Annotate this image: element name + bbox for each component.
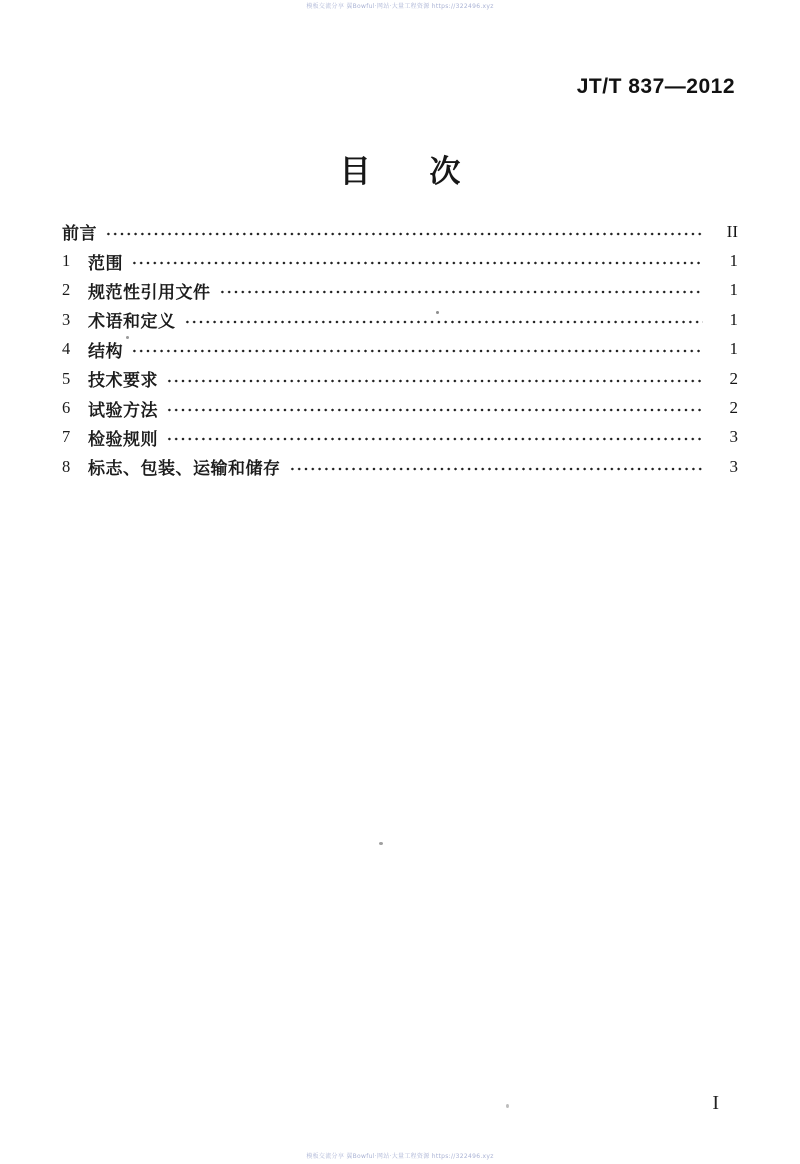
watermark-top: 模板交流分享 翼Bowful·网站·大量工程资源 https://322496.xyz [306,3,494,10]
toc-entry-number: 5 [62,368,71,388]
toc-entry-label: 技术要求 [88,371,158,391]
dot-leader [219,288,704,296]
dot-leader [105,230,703,238]
toc-entry-label: 术语和定义 [88,312,176,332]
dot-leader [184,318,704,326]
toc-row-1 [62,246,738,275]
dot-leader [166,406,703,414]
toc-entry-number: 2 [62,280,71,300]
toc-entry-page: 1 [729,280,738,300]
toc-entry-number: 3 [62,309,71,329]
watermark-bottom: 模板交流分享 翼Bowful·网站·大量工程资源 https://322496.xyz [306,1153,494,1160]
toc-row-6 [62,393,738,422]
toc-entry-page: 1 [729,339,738,359]
toc-entry-label: 标志、包装、运输和储存 [88,459,281,479]
toc-entry-page: 3 [729,456,738,476]
folio-page-number: I [712,1092,719,1114]
scan-speck [506,1104,509,1108]
toc-entry-number: 7 [62,427,71,447]
toc-entry-page: 3 [729,427,738,447]
toc-entry-page: 1 [729,251,738,271]
title-char-1: 目 [339,154,371,190]
dot-leader [166,377,703,385]
toc-entry-label: 前言 [62,224,97,244]
table-of-contents [62,217,738,482]
toc-entry-page: 1 [729,309,738,329]
toc-row-3 [62,305,738,334]
toc-entry-label: 范围 [88,253,123,273]
dot-leader [131,259,703,267]
toc-entry-page: 2 [729,398,738,418]
toc-row-8 [62,452,738,481]
toc-entry-page: 2 [729,368,738,388]
dot-leader [131,347,703,355]
toc-entry-label: 规范性引用文件 [88,282,211,302]
standard-number: JT/T 837—2012 [576,75,735,98]
toc-row-foreword [62,217,738,246]
toc-row-4 [62,335,738,364]
dot-leader [289,465,704,473]
toc-row-2 [62,276,738,305]
toc-entry-number: 6 [62,398,71,418]
toc-entry-page: II [726,221,738,241]
dot-leader [166,435,703,443]
toc-entry-number: 1 [62,251,71,271]
toc-row-7 [62,423,738,452]
toc-row-5 [62,364,738,393]
scan-speck [379,842,383,845]
toc-entry-label: 试验方法 [88,400,158,420]
scan-speck [126,336,129,339]
toc-entry-label: 检验规则 [88,429,158,449]
toc-entry-label: 结构 [88,341,123,361]
toc-entry-number: 8 [62,456,71,476]
title-char-2: 次 [429,154,461,190]
toc-entry-number: 4 [62,339,71,359]
page-title [0,146,800,191]
scan-speck [436,311,439,314]
